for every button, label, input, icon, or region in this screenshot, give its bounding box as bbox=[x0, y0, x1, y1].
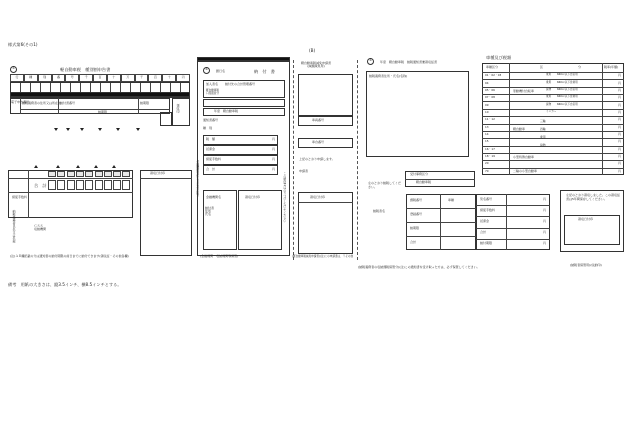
yen-label: 円 bbox=[618, 124, 622, 129]
right-row-label: 合計 bbox=[480, 230, 487, 235]
digit-cell bbox=[57, 171, 65, 177]
yen-label: 円 bbox=[618, 95, 622, 100]
yen-label: 円 bbox=[543, 230, 547, 235]
yen-label: 円 bbox=[272, 167, 276, 171]
row-divider bbox=[8, 192, 133, 193]
down-arrow-icon bbox=[116, 128, 120, 131]
row-divider bbox=[8, 178, 133, 179]
panel4-footer: (納税義務者の収納課税保管分)(注)この通知書を受け取った方は、必ず保管してください。 bbox=[358, 265, 480, 269]
down-arrow-icon bbox=[54, 128, 58, 131]
rate-kind: 乗用 bbox=[546, 80, 552, 84]
rate-code: 14 bbox=[485, 132, 489, 137]
rate-code: 16・17 bbox=[485, 146, 495, 151]
yen-label: 円 bbox=[618, 146, 622, 151]
notice-no-label: 納付書番号 bbox=[60, 101, 76, 105]
yen-label: 円 bbox=[618, 154, 622, 159]
group4-label: 二輪の小型自動車 bbox=[513, 169, 538, 173]
fiscal-label: 年度 軽自動車税 bbox=[214, 109, 239, 113]
taxpayer-name-vert: 納税義務者氏名又は名称 bbox=[12, 210, 16, 243]
panel1-title: 軽自動車税 種別割申告書 bbox=[60, 67, 111, 72]
rate-desc: 660cc以下自家用 bbox=[557, 102, 578, 106]
recv-date-box bbox=[238, 190, 282, 250]
yen-label: 円 bbox=[618, 132, 622, 137]
yen-label: 円 bbox=[618, 102, 622, 107]
divider bbox=[602, 63, 603, 175]
total-label: 合 計 bbox=[34, 183, 47, 188]
vehicle-label: 車種 bbox=[448, 198, 455, 202]
ruler-label: 種 bbox=[29, 75, 33, 79]
col-divider bbox=[28, 170, 29, 218]
down-arrow-icon bbox=[66, 128, 70, 131]
ruler-label: 別 bbox=[43, 75, 47, 79]
digit-cell bbox=[104, 180, 112, 190]
vehicle-box bbox=[298, 116, 353, 126]
divider bbox=[298, 202, 353, 203]
category-label: 種 別 bbox=[203, 126, 213, 130]
bank-name-box bbox=[203, 190, 237, 250]
amount-row-label: 督促手数料 bbox=[206, 157, 222, 161]
row-divider bbox=[406, 222, 476, 223]
rate-code: 13 bbox=[485, 124, 489, 129]
down-arrow-icon bbox=[80, 128, 84, 131]
rate-kind: 貨物 bbox=[546, 102, 552, 106]
left-row-label: 登録番号 bbox=[410, 212, 423, 216]
left-row-label: 納期限 bbox=[410, 226, 420, 230]
rate-kind: ミニカー bbox=[546, 109, 557, 113]
digit-cell bbox=[113, 180, 121, 190]
bottom-deadline-label: 納期限 bbox=[98, 110, 108, 114]
ruler-label: 千 bbox=[140, 75, 144, 79]
rate-code: 20 bbox=[485, 161, 489, 166]
rate-desc: 660cc以下営業用 bbox=[557, 95, 578, 99]
ruler-label: 行 bbox=[15, 75, 19, 79]
vehicle-label: 車両番号 bbox=[312, 118, 325, 122]
up-arrow-icon bbox=[76, 165, 80, 168]
ruler-label: 万 bbox=[126, 75, 130, 79]
side-left-label: 電子申告番号 bbox=[11, 100, 30, 104]
yen-label: 円 bbox=[618, 139, 622, 144]
rate-code: 18・19 bbox=[485, 154, 495, 159]
rate-desc: 660cc以下自家用 bbox=[557, 73, 578, 77]
notice-no-label: 通知書番号 bbox=[203, 118, 219, 122]
digit-cell bbox=[122, 171, 130, 177]
circle-number: ① bbox=[205, 67, 209, 71]
ruler-label: 番 bbox=[56, 75, 60, 79]
amount-row-label: 税 額 bbox=[206, 137, 216, 141]
divider bbox=[509, 63, 510, 175]
panel4-subtitle: 納税義務者住所・氏名(名称) bbox=[369, 74, 408, 78]
yen-label: 円 bbox=[618, 80, 622, 85]
panel1-footnote: (注)ＡＢ欄記載の分は通知書の納付期限の前日までに納付できます(領収証・その他各欄) bbox=[10, 254, 129, 258]
receipt-stamp-label: 領収日付印 bbox=[578, 217, 594, 221]
pay-box bbox=[203, 99, 285, 107]
receipt-stamp-label: 領収印 bbox=[176, 104, 180, 113]
top-mark: (B) bbox=[309, 48, 316, 53]
down-arrow-icon bbox=[98, 128, 102, 131]
rate-code: 10 bbox=[485, 109, 489, 114]
right-row-label: 宛名番号 bbox=[480, 196, 493, 201]
mid-label: 貨物 bbox=[540, 143, 546, 147]
bank-name-label: 金融機関名 bbox=[206, 195, 222, 199]
digit-cell bbox=[57, 180, 65, 190]
ruler-label: 百 bbox=[153, 75, 157, 79]
perforation-line bbox=[357, 60, 358, 260]
join2-label: 軽自動車税 口座振替分 bbox=[206, 89, 219, 95]
deadline-label: 納期限 bbox=[140, 101, 150, 105]
yen-label: 円 bbox=[272, 157, 276, 161]
yen-label: 円 bbox=[543, 241, 547, 246]
note-label: 上記のとおり申請します。 bbox=[299, 157, 335, 161]
rate-code: 01・02・03 bbox=[485, 73, 502, 78]
right-row-label: 延滞金 bbox=[480, 218, 490, 223]
mid-label: 四輪 bbox=[540, 127, 546, 131]
bank-date-vert: 金融機関受付年月日及び区分 bbox=[195, 160, 200, 197]
right-row-label: 納付期限 bbox=[480, 241, 493, 246]
join-label: 加入者名 bbox=[206, 82, 219, 86]
yen-label: 円 bbox=[618, 161, 622, 166]
receipt-note: 左記のとおり領収しました。この領収証書は5年間保存してください。 bbox=[566, 193, 621, 201]
panel5-title: 車種及び税額 bbox=[486, 55, 512, 60]
recv-date-label: 領収日付印 bbox=[245, 195, 261, 199]
group1-label: 原動機付自転車 bbox=[513, 89, 535, 93]
group2-label: 軽自動車 bbox=[513, 127, 526, 131]
yen-label: 円 bbox=[543, 207, 547, 212]
rate-code: 05・06 bbox=[485, 87, 495, 92]
rate-header-rate: 税率(年額) bbox=[604, 65, 619, 69]
rate-header-bun: 分 bbox=[578, 65, 582, 69]
rate-kind: 乗用 bbox=[546, 95, 552, 99]
up-arrow-icon bbox=[34, 165, 38, 168]
yen-label: 円 bbox=[618, 73, 622, 78]
rate-header-ku: 区 bbox=[540, 65, 544, 69]
left-row-label: 合計 bbox=[410, 240, 417, 244]
digit-cell bbox=[85, 180, 93, 190]
mid-label: 三輪 bbox=[540, 119, 546, 123]
row-divider bbox=[476, 216, 550, 217]
rate-kind: 貨物 bbox=[546, 87, 552, 91]
black-band bbox=[10, 92, 190, 97]
car-type-label: 車台番号 bbox=[312, 140, 325, 144]
yen-label: 円 bbox=[618, 168, 622, 173]
receipt-label: 領収日付印 bbox=[310, 195, 326, 199]
bank-label: 銀行名 bbox=[216, 69, 226, 73]
no-glue-vert: この納付書はのりづけしないでください bbox=[282, 172, 287, 223]
receipt-label: 受付事務区分 bbox=[410, 172, 429, 176]
row-divider bbox=[406, 236, 476, 237]
taxpayer-box bbox=[366, 71, 469, 157]
rate-code: 04 bbox=[485, 80, 489, 85]
perforation-line bbox=[293, 60, 294, 260]
kind-label: 軽自動車税 bbox=[416, 180, 432, 184]
rate-code: 07・08 bbox=[485, 95, 495, 100]
ruler-label: 十 bbox=[167, 75, 171, 79]
row-divider bbox=[476, 205, 550, 206]
receipt-stamp-box bbox=[172, 98, 190, 126]
digit-cell bbox=[67, 180, 75, 190]
divider bbox=[58, 98, 59, 114]
mid-label: 乗用 bbox=[540, 135, 546, 139]
ruler-label: 号 bbox=[70, 75, 74, 79]
css-label: ＣＳＳ 収納機関 bbox=[34, 224, 47, 231]
address-label: 納税義務者の住所又は所在地 bbox=[22, 101, 62, 105]
group3-label: 小型特殊自動車 bbox=[513, 155, 535, 159]
circle-number: ① bbox=[12, 66, 16, 70]
up-arrow-icon bbox=[112, 165, 116, 168]
rate-code: 70 bbox=[485, 168, 489, 173]
applicant-label: 申請者 bbox=[299, 169, 309, 173]
row-divider bbox=[406, 208, 476, 209]
divider bbox=[140, 178, 192, 179]
divider bbox=[20, 98, 21, 114]
row-divider bbox=[476, 228, 550, 229]
yen-label: 円 bbox=[543, 196, 547, 201]
rate-kind: 乗用 bbox=[546, 73, 552, 77]
slip-header: 納 付 書 bbox=[254, 69, 275, 74]
ruler-label: 千 bbox=[84, 75, 88, 79]
note-left: 左のとおり納税してください。 bbox=[368, 181, 402, 189]
right-row-label: 督促手数料 bbox=[480, 207, 496, 212]
ruler-label: 百 bbox=[98, 75, 102, 79]
row-divider bbox=[476, 239, 550, 240]
up-arrow-icon bbox=[94, 165, 98, 168]
yen-label: 円 bbox=[618, 87, 622, 92]
rate-code: 09 bbox=[485, 102, 489, 107]
down-arrow-icon bbox=[136, 128, 140, 131]
digit-cell bbox=[85, 171, 93, 177]
panel4-title: 年度 軽自動車税 納税通知書兼領収証書 bbox=[380, 60, 438, 64]
circle-number: ① bbox=[369, 58, 373, 62]
yen-label: 円 bbox=[618, 109, 622, 114]
digit-cell bbox=[95, 171, 103, 177]
digit-cell bbox=[48, 180, 56, 190]
recipient-label: 納税者名 bbox=[373, 209, 386, 213]
divider bbox=[20, 109, 170, 110]
digit-cell bbox=[67, 171, 75, 177]
rate-code: 11・12 bbox=[485, 117, 495, 122]
digit-cell bbox=[122, 180, 130, 190]
col-divider bbox=[506, 194, 507, 250]
amount-row-label: 合 計 bbox=[206, 167, 216, 171]
received-date-label: 領収日付印 bbox=[150, 171, 166, 175]
footer-note: 備考 用紙の大きさは、縦3.5インチ、横8.5インチとする。 bbox=[8, 282, 122, 287]
yen-label: 円 bbox=[543, 218, 547, 223]
small-box bbox=[160, 112, 172, 126]
panel2-note: (金融機関・収納機関等保管) bbox=[200, 254, 239, 258]
digit-cell bbox=[95, 180, 103, 190]
divider bbox=[138, 98, 139, 114]
fee-label: 督促手数料 bbox=[12, 195, 28, 199]
yen-label: 円 bbox=[618, 117, 622, 122]
left-row-label: 課税番号 bbox=[410, 198, 423, 202]
digit-cell bbox=[48, 171, 56, 177]
col-divider bbox=[440, 194, 441, 250]
digit-cell bbox=[113, 171, 121, 177]
digit-cell bbox=[76, 180, 84, 190]
ruler-label: 円 bbox=[181, 75, 185, 79]
yen-label: 円 bbox=[272, 137, 276, 141]
ruler-label: 十 bbox=[112, 75, 116, 79]
amount-row-label: 延滞金 bbox=[206, 147, 216, 151]
rate-code: 15 bbox=[485, 139, 489, 144]
payee-label: 納付先の合計管理番号 bbox=[225, 82, 256, 86]
recipient-label: 納付者 住所 氏名 bbox=[205, 206, 215, 216]
panel5-footer: (納税者保管用)(収納印) bbox=[570, 263, 602, 267]
rate-header-code: 車種区分 bbox=[486, 65, 499, 69]
form-number: 様式第6(その1) bbox=[8, 42, 38, 47]
received-date-box bbox=[140, 170, 192, 256]
panel3-title: 軽自動車税減免申請書 (減額減免用) bbox=[301, 61, 332, 68]
yen-label: 円 bbox=[272, 147, 276, 151]
rate-desc: 660cc以下営業用 bbox=[557, 80, 578, 84]
up-arrow-icon bbox=[56, 165, 60, 168]
rate-desc: 660cc以下自家用 bbox=[557, 87, 578, 91]
panel3-footer: (軽自動車税減免申請書)(注)この申請書は、〒その他 bbox=[292, 255, 354, 258]
digit-cell bbox=[76, 171, 84, 177]
car-type-box bbox=[298, 138, 353, 148]
address-box bbox=[298, 74, 353, 116]
digit-cell bbox=[104, 171, 112, 177]
